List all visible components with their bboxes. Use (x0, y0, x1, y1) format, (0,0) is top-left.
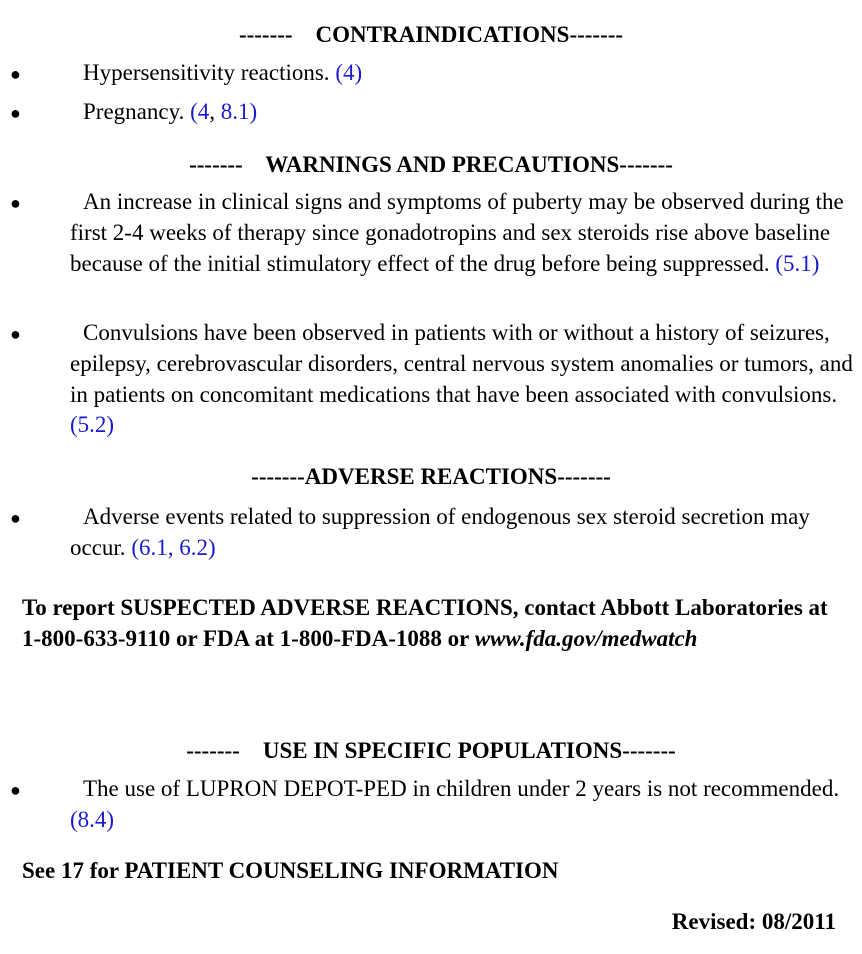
population-item-children (70, 774, 860, 836)
section-link[interactable]: (5.2) (70, 412, 115, 438)
warning-item-convulsions (70, 318, 860, 441)
section-link[interactable]: (6.1, 6.2) (131, 534, 216, 560)
contraindications-heading: ------- CONTRAINDICATIONS------- (238, 22, 624, 47)
section-link[interactable]: (4) (335, 60, 363, 85)
contraindication-item-hypersensitivity (70, 58, 860, 89)
bullet-icon: ● (10, 508, 21, 528)
bullet-icon: ● (10, 64, 21, 84)
warnings-heading: ------- WARNINGS AND PRECAUTIONS------- (189, 152, 673, 177)
item-text: Hypersensitivity reactions. (83, 60, 336, 85)
contraindication-item-pregnancy (70, 97, 860, 128)
section-link[interactable]: (4 (190, 99, 210, 124)
medwatch-link[interactable]: www.fda.gov/medwatch (474, 625, 698, 651)
section-link[interactable]: 8.1) (220, 99, 258, 124)
item-text: The use of LUPRON DEPOT-PED in children under 2 years is not recommended. (83, 776, 840, 801)
section-link[interactable]: (8.4) (70, 806, 115, 832)
bullet-icon: ● (10, 103, 21, 123)
adverse-reactions-heading: -------ADVERSE REACTIONS------- (251, 464, 611, 489)
item-text: Pregnancy. (83, 99, 191, 124)
item-text: Adverse events related to suppression of endogenous sex steroid secretion may occur. (70, 504, 810, 560)
populations-heading: ------- USE IN SPECIFIC POPULATIONS------- (186, 738, 676, 763)
report-text: To report SUSPECTED ADVERSE REACTIONS, contact Abbott Laboratories at 1-800-633-9110 or FDA at 1-800-FDA-1088 or (22, 595, 828, 651)
revision-date: Revised: 08/2011 (671, 909, 836, 934)
bullet-icon: ● (10, 324, 21, 344)
report-notice (22, 593, 842, 654)
ref-separator: , (209, 99, 221, 124)
item-text: Convulsions have been observed in patients with or without a history of seizures, epilepsy, cerebrovascular disorders, central nervous system anomalies or tumors, and in patients on concomitant medications that have been associated with convulsions. (70, 320, 853, 407)
item-text: An increase in clinical signs and symptoms of puberty may be observed during the first 2-4 weeks of therapy since gonadotropins and sex steroids rise above baseline because of the initial stimulatory effect of the drug before being suppressed. (70, 189, 844, 276)
patient-counseling-note: See 17 for PATIENT COUNSELING INFORMATION (22, 858, 559, 883)
warning-item-puberty (70, 187, 860, 279)
bullet-icon: ● (10, 780, 21, 800)
adverse-item-suppression (70, 502, 860, 564)
section-link[interactable]: (5.1) (775, 250, 820, 276)
bullet-icon: ● (10, 193, 21, 213)
